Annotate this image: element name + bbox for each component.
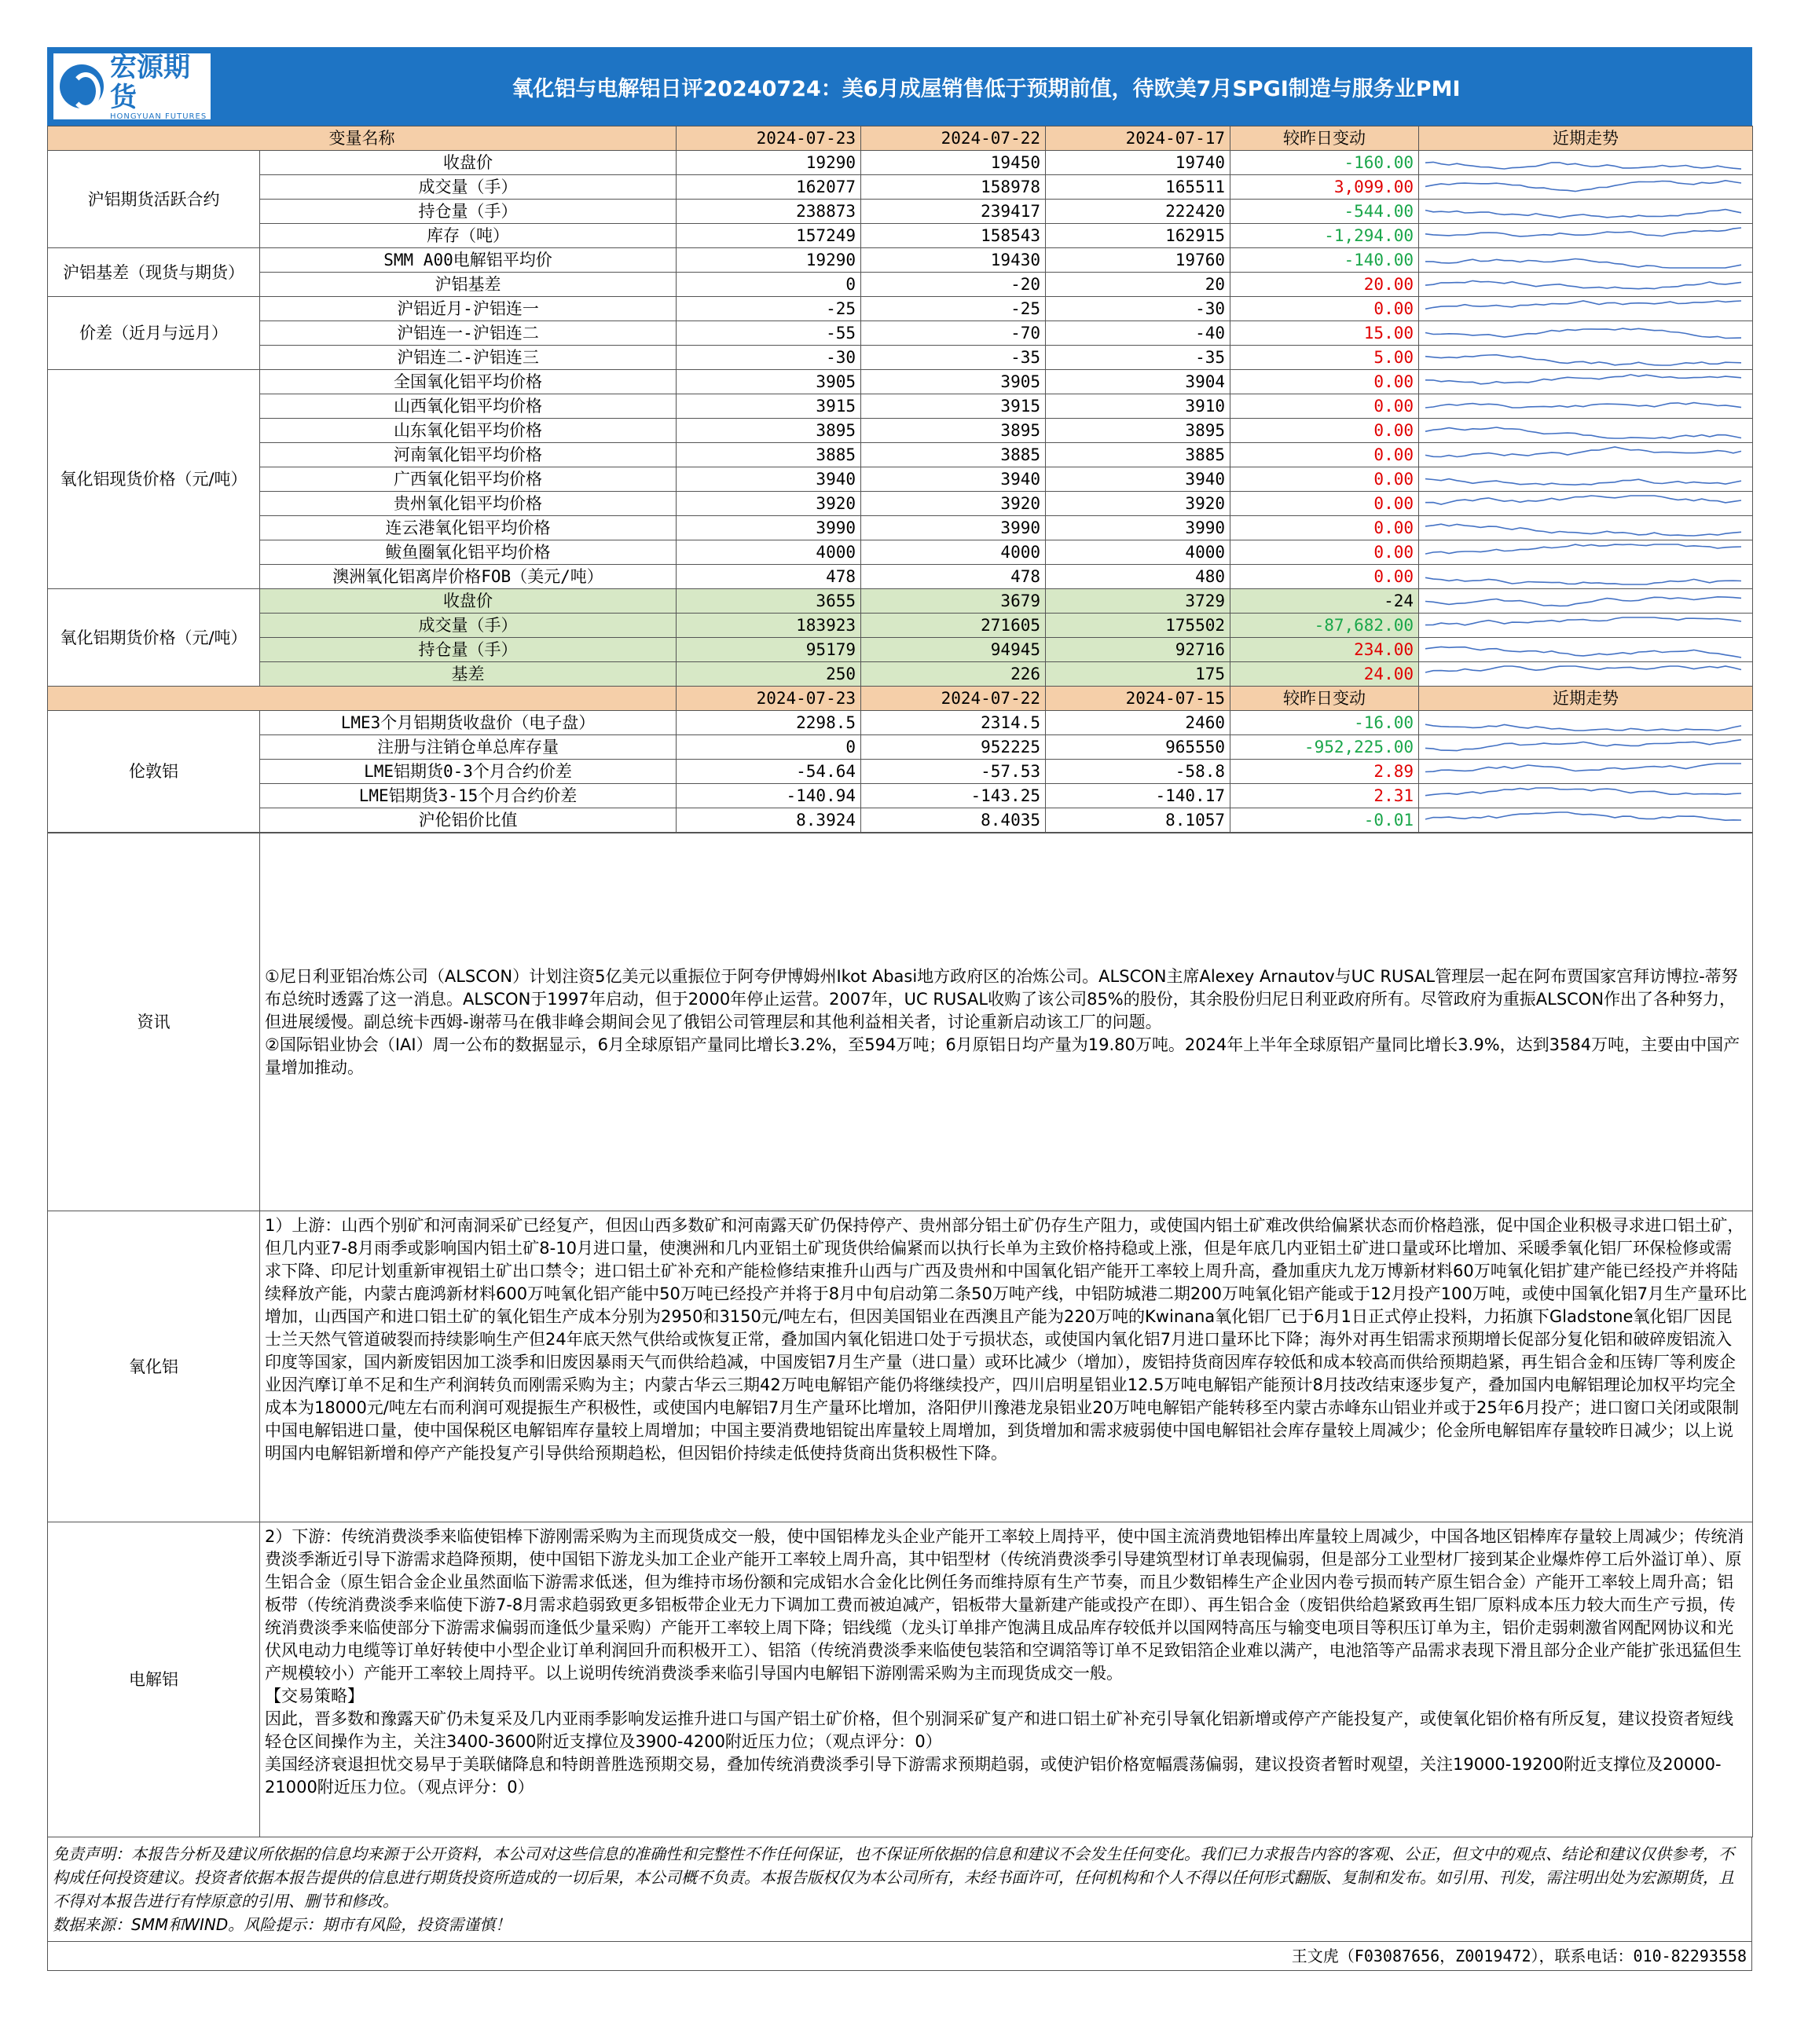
trend-sparkline — [1419, 152, 1747, 174]
trend-sparkline — [1419, 712, 1747, 734]
trend-cell — [1419, 394, 1753, 419]
trend-line — [1425, 496, 1741, 504]
variable-name: 河南氧化铝平均价格 — [260, 443, 677, 467]
trend-sparkline — [1419, 346, 1747, 368]
value-cell: 3895 — [861, 419, 1046, 443]
value-cell: 175502 — [1046, 614, 1230, 638]
alumina-label: 氧化铝 — [48, 1211, 260, 1522]
value-cell: 3895 — [677, 419, 861, 443]
trend-line — [1425, 355, 1741, 365]
trend-line — [1425, 259, 1741, 269]
electrolytic-row — [48, 1522, 1753, 1837]
trend-cell — [1419, 419, 1753, 443]
table-row — [48, 760, 1753, 784]
trend-cell — [1419, 175, 1753, 200]
electrolytic-label: 电解铝 — [48, 1522, 260, 1837]
table-row — [48, 443, 1753, 467]
change-cell: 15.00 — [1230, 321, 1419, 346]
value-cell: -140.94 — [677, 784, 861, 808]
value-cell: 3940 — [1046, 467, 1230, 492]
table-row — [48, 589, 1753, 614]
news-item-1: ①尼日利亚铝冶炼公司（ALSCON）计划注资5亿美元以重振位于阿夸伊博姆州Ikot Abasi地方政府区的冶炼公司。ALSCON主席Alexey Arnautov与UC RUSAL管理层一起在阿布贾国家宫拜访博拉-蒂努布总统时透露了这一消息。ALSCON于1997年启动，但于2000年停止运营。2007年，UC RUSAL收购了该公司85%的股份，其余股份归尼日利亚政府所有。尽管政府为重振ALSCON作出了各种努力，但进展缓慢。副总统卡西姆-谢蒂马在俄非峰会期间会见了俄铝公司管理层和其他利益相关者，讨论重新启动该工厂的问题。 — [265, 966, 1738, 1031]
table-row — [48, 151, 1753, 175]
table-row — [48, 516, 1753, 540]
variable-name: 收盘价 — [260, 151, 677, 175]
value-cell: 19450 — [861, 151, 1046, 175]
table-row — [48, 248, 1753, 273]
trend-line — [1425, 375, 1741, 384]
value-cell: 165511 — [1046, 175, 1230, 200]
change-cell: -87,682.00 — [1230, 614, 1419, 638]
logo-name-cn: 宏源期货 — [110, 51, 190, 113]
variable-name: 广西氧化铝平均价格 — [260, 467, 677, 492]
trend-cell — [1419, 711, 1753, 735]
variable-name: 沪铝基差 — [260, 273, 677, 297]
value-cell: 0 — [677, 735, 861, 760]
trend-sparkline — [1419, 322, 1747, 344]
value-cell: 222420 — [1046, 200, 1230, 224]
strategy-alumina: 因此，晋多数和豫露天矿仍未复采及几内亚雨季影响发运推升进口与国产铝土矿价格，但个别洞采矿复产和进口铝土矿补充引导氧化铝新增或停产产能投复产，或使氧化铝价格有所反复，建议投资者短线轻仓区间操作为主，关注3400-3600附近支撑位及3900-4200附近压力位；（观点评分：0） — [265, 1709, 1733, 1751]
trend-line — [1425, 544, 1741, 554]
trend-sparkline — [1419, 395, 1747, 417]
col-trend: 近期走势 — [1419, 687, 1753, 711]
trend-sparkline — [1419, 566, 1747, 588]
trend-line — [1425, 479, 1741, 485]
table-row — [48, 492, 1753, 516]
strategy-title: 【交易策略】 — [265, 1687, 364, 1705]
text-table — [47, 833, 1753, 1837]
table-row — [48, 808, 1753, 833]
value-cell: 3920 — [1046, 492, 1230, 516]
value-cell: 3915 — [861, 394, 1046, 419]
value-cell: -55 — [677, 321, 861, 346]
trend-cell — [1419, 346, 1753, 370]
report-title: 氧化铝与电解铝日评20240724：美6月成屋销售低于预期前值，待欧美7月SPGI制造与服务业PMI — [512, 76, 1461, 101]
value-cell: 3655 — [677, 589, 861, 614]
news-label: 资讯 — [48, 833, 260, 1211]
trend-sparkline — [1419, 249, 1747, 271]
value-cell: 965550 — [1046, 735, 1230, 760]
value-cell: 3905 — [677, 370, 861, 394]
table-row — [48, 321, 1753, 346]
strategy-aluminum: 美国经济衰退担忧交易早于美联储降息和特朗普胜选预期交易，叠加传统消费淡季引导下游需求预期趋弱，或使沪铝价格宽幅震荡偏弱，建议投资者暂时观望，关注19000-19200附近支撑位及20000-21000附近压力位。（观点评分：0） — [265, 1755, 1722, 1797]
value-cell: 162915 — [1046, 224, 1230, 248]
trend-line — [1425, 764, 1741, 772]
variable-name: 基差 — [260, 662, 677, 687]
trend-sparkline — [1419, 663, 1747, 685]
table-row — [48, 784, 1753, 808]
trend-line — [1425, 280, 1741, 288]
col-change: 较昨日变动 — [1230, 687, 1419, 711]
variable-name: 沪铝连二-沪铝连三 — [260, 346, 677, 370]
variable-name: 连云港氧化铝平均价格 — [260, 516, 677, 540]
variable-name: 库存（吨） — [260, 224, 677, 248]
change-cell: 0.00 — [1230, 297, 1419, 321]
value-cell: 3920 — [861, 492, 1046, 516]
trend-line — [1425, 328, 1741, 338]
table-row — [48, 394, 1753, 419]
value-cell: 183923 — [677, 614, 861, 638]
report-sheet — [47, 47, 1752, 1971]
trend-sparkline — [1419, 785, 1747, 807]
variable-name: 山西氧化铝平均价格 — [260, 394, 677, 419]
value-cell: 250 — [677, 662, 861, 687]
trend-line — [1425, 301, 1741, 309]
trend-line — [1425, 427, 1741, 438]
table-row — [48, 224, 1753, 248]
group-label: 氧化铝现货价格（元/吨） — [48, 370, 260, 589]
value-cell: -140.17 — [1046, 784, 1230, 808]
value-cell: 158978 — [861, 175, 1046, 200]
value-cell: 3885 — [861, 443, 1046, 467]
trend-line — [1425, 403, 1741, 408]
value-cell: 4000 — [861, 540, 1046, 565]
data-table — [47, 126, 1753, 833]
value-cell: 3910 — [1046, 394, 1230, 419]
variable-name: 注册与注销仓单总库存量 — [260, 735, 677, 760]
value-cell: -30 — [677, 346, 861, 370]
trend-cell — [1419, 638, 1753, 662]
variable-name: 持仓量（手） — [260, 638, 677, 662]
change-cell: -16.00 — [1230, 711, 1419, 735]
value-cell: -58.8 — [1046, 760, 1230, 784]
trend-sparkline — [1419, 225, 1747, 247]
trend-line — [1425, 181, 1741, 192]
change-cell: -952,225.00 — [1230, 735, 1419, 760]
change-cell: 0.00 — [1230, 370, 1419, 394]
trend-sparkline — [1419, 419, 1747, 441]
trend-cell — [1419, 540, 1753, 565]
col-change: 较昨日变动 — [1230, 126, 1419, 151]
trend-sparkline — [1419, 639, 1747, 661]
trend-line — [1425, 524, 1741, 536]
alumina-row — [48, 1211, 1753, 1522]
value-cell: 478 — [861, 565, 1046, 589]
trend-cell — [1419, 443, 1753, 467]
trend-line — [1425, 162, 1741, 169]
change-cell: -24 — [1230, 589, 1419, 614]
value-cell: 19430 — [861, 248, 1046, 273]
trend-sparkline — [1419, 468, 1747, 490]
trend-cell — [1419, 784, 1753, 808]
value-cell: 157249 — [677, 224, 861, 248]
company-logo — [53, 53, 211, 119]
value-cell: 8.3924 — [677, 808, 861, 833]
value-cell: 3895 — [1046, 419, 1230, 443]
table-row — [48, 273, 1753, 297]
trend-sparkline — [1419, 493, 1747, 515]
trend-cell — [1419, 151, 1753, 175]
variable-name: 山东氧化铝平均价格 — [260, 419, 677, 443]
trend-sparkline — [1419, 273, 1747, 295]
value-cell: 226 — [861, 662, 1046, 687]
group-label: 氧化铝期货价格（元/吨） — [48, 589, 260, 687]
trend-cell — [1419, 297, 1753, 321]
table-row — [48, 297, 1753, 321]
table-row — [48, 540, 1753, 565]
variable-name: 收盘价 — [260, 589, 677, 614]
col-trend: 近期走势 — [1419, 126, 1753, 151]
variable-name: 全国氧化铝平均价格 — [260, 370, 677, 394]
table-row — [48, 346, 1753, 370]
group-label: 沪铝期货活跃合约 — [48, 151, 260, 248]
trend-line — [1425, 724, 1741, 731]
col-date: 2024-07-15 — [1046, 687, 1230, 711]
value-cell: 19290 — [677, 248, 861, 273]
trend-sparkline — [1419, 809, 1747, 831]
value-cell: -20 — [861, 273, 1046, 297]
value-cell: -57.53 — [861, 760, 1046, 784]
table-row — [48, 175, 1753, 200]
value-cell: 3920 — [677, 492, 861, 516]
table-row — [48, 370, 1753, 394]
trend-cell — [1419, 370, 1753, 394]
news-item-2: ②国际铝业协会（IAI）周一公布的数据显示，6月全球原铝产量同比增长3.2%，至594万吨；6月原铝日均产量为19.80万吨。2024年上半年全球原铝产量同比增长3.9%，达到3584万吨，主要由中国产量增加推动。 — [265, 1035, 1740, 1077]
change-cell: -544.00 — [1230, 200, 1419, 224]
trend-cell — [1419, 614, 1753, 638]
trend-line — [1425, 577, 1741, 584]
col-date: 2024-07-22 — [861, 687, 1046, 711]
table-row — [48, 735, 1753, 760]
value-cell: 3885 — [677, 443, 861, 467]
trend-sparkline — [1419, 444, 1747, 466]
change-cell: -160.00 — [1230, 151, 1419, 175]
trend-line — [1425, 666, 1741, 672]
change-cell: 0.00 — [1230, 419, 1419, 443]
logo-name-en: HONGYUAN FUTURES — [110, 112, 207, 121]
trend-cell — [1419, 467, 1753, 492]
trend-sparkline — [1419, 736, 1747, 758]
variable-name: 成交量（手） — [260, 614, 677, 638]
disclaimer-text: 免责声明：本报告分析及建议所依据的信息均来源于公开资料，本公司对这些信息的准确性和完整性不作任何保证，也不保证所依据的信息和建议不会发生任何变化。我们已力求报告内容的客观、公正，但文中的观点、结论和建议仅供参考，不构成任何投资建议。投资者依据本报告提供的信息进行期货投资所造成的一切后果，本公司概不负责。本报告版权仅为本公司所有，未经书面许可，任何机构和个人不得以任何形式翻版、复制和发布。如引用、刊发，需注明出处为宏源期货，且不得对本报告进行有悖原意的引用、删节和修改。 — [53, 1844, 1734, 1910]
variable-name: 持仓量（手） — [260, 200, 677, 224]
table-row — [48, 638, 1753, 662]
variable-name: LME铝期货0-3个月合约价差 — [260, 760, 677, 784]
value-cell: 19290 — [677, 151, 861, 175]
trend-cell — [1419, 273, 1753, 297]
change-cell: -1,294.00 — [1230, 224, 1419, 248]
value-cell: -25 — [861, 297, 1046, 321]
table-header-row — [48, 687, 1753, 711]
value-cell: 3940 — [861, 467, 1046, 492]
variable-name: 沪铝连一-沪铝连二 — [260, 321, 677, 346]
trend-sparkline — [1419, 760, 1747, 782]
value-cell: -35 — [1046, 346, 1230, 370]
group-label: 沪铝基差（现货与期货） — [48, 248, 260, 297]
trend-line — [1425, 788, 1741, 796]
trend-cell — [1419, 735, 1753, 760]
trend-line — [1425, 740, 1741, 751]
col-date: 2024-07-17 — [1046, 126, 1230, 151]
report-header — [47, 47, 1752, 126]
news-row — [48, 833, 1753, 1211]
value-cell: 3904 — [1046, 370, 1230, 394]
value-cell: 239417 — [861, 200, 1046, 224]
change-cell: 0.00 — [1230, 394, 1419, 419]
change-cell: 234.00 — [1230, 638, 1419, 662]
value-cell: 2460 — [1046, 711, 1230, 735]
value-cell: 3729 — [1046, 589, 1230, 614]
trend-cell — [1419, 248, 1753, 273]
change-cell: 0.00 — [1230, 492, 1419, 516]
trend-sparkline — [1419, 614, 1747, 636]
electrolytic-text: 2）下游：传统消费淡季来临使铝棒下游刚需采购为主而现货成交一般，使中国铝棒龙头企业产能开工率较上周持平，使中国主流消费地铝棒出库量较上周减少，中国各地区铝棒库存量较上周减少；传统消费淡季渐近引导下游需求趋降预期，使中国铝下游龙头加工企业产能开工率较上周升高，其中铝型材（传统消费淡季引导建筑型材订单表现偏弱，但是部分工业型材厂接到某企业爆炸停工后外溢订单）、原生铝合金（原生铝合金企业虽然面临下游需求低迷，但为维持市场份额和完成铝水合金化比例任务而维持原有生产节奏，而且少数铝棒生产企业因内卷亏损而转产原生铝合金）产能开工率较上周升高；铝板带（传统消费淡季来临使下游7-8月需求趋弱致更多铝板带企业无力下调加工费而被迫减产，铝板带大量新建产能或投产在即）、再生铝合金（废铝供给趋紧致再生铝厂原料成本压力较大而生产亏损，传统消费淡季来临使部分下游需求偏弱而逢低少量采购）产能开工率较上周下降；铝线缆（龙头订单排产饱满且成品库存较低并以国网特高压与输变电项目等积压订单为主，铝价走弱刺激省网配网协议和光伏风电动力电缆等订单好转使中小型企业订单利润回升而积极开工）、铝箔（传统消费淡季来临使包装箔和空调箔等订单不足致铝箔企业难以满产，电池箔等产品需求表现下滑且部分企业产能扩张迅猛但生产规模较小）产能开工率较上周持平。以上说明传统消费淡季来临引导国内电解铝下游刚需采购为主而现货成交一般。 — [265, 1527, 1744, 1683]
trend-cell — [1419, 321, 1753, 346]
trend-sparkline — [1419, 200, 1747, 222]
trend-line — [1425, 617, 1741, 625]
change-cell: 0.00 — [1230, 540, 1419, 565]
table-header-row — [48, 126, 1753, 151]
news-content — [260, 833, 1753, 1211]
variable-name: LME铝期货3-15个月合约价差 — [260, 784, 677, 808]
value-cell: 2314.5 — [861, 711, 1046, 735]
value-cell: 3915 — [677, 394, 861, 419]
table-row — [48, 200, 1753, 224]
variable-name: 沪伦铝价比值 — [260, 808, 677, 833]
value-cell: 271605 — [861, 614, 1046, 638]
value-cell: 175 — [1046, 662, 1230, 687]
change-cell: -140.00 — [1230, 248, 1419, 273]
value-cell: 3990 — [861, 516, 1046, 540]
value-cell: -54.64 — [677, 760, 861, 784]
variable-name: 鲅鱼圈氧化铝平均价格 — [260, 540, 677, 565]
value-cell: 3905 — [861, 370, 1046, 394]
change-cell: 2.89 — [1230, 760, 1419, 784]
change-cell: 5.00 — [1230, 346, 1419, 370]
col-date: 2024-07-23 — [677, 687, 861, 711]
value-cell: 92716 — [1046, 638, 1230, 662]
change-cell: 0.00 — [1230, 443, 1419, 467]
alumina-analysis — [260, 1211, 1753, 1522]
trend-sparkline — [1419, 176, 1747, 198]
variable-name: 贵州氧化铝平均价格 — [260, 492, 677, 516]
col-date: 2024-07-23 — [677, 126, 861, 151]
change-cell: 0.00 — [1230, 516, 1419, 540]
trend-line — [1425, 812, 1741, 820]
change-cell: 3,099.00 — [1230, 175, 1419, 200]
alumina-text: 1）上游：山西个别矿和河南洞采矿已经复产，但因山西多数矿和河南露天矿仍保持停产、贵州部分铝土矿仍存生产阻力，或使国内铝土矿难改供给偏紧状态而价格趋涨，促中国企业积极寻求进口铝土矿，但几内亚7-8月雨季或影响国内铝土矿8-10月进口量，使澳洲和几内亚铝土矿现货供给偏紧而以执行长单为主致价格持稳或上涨，但是年底几内亚铝土矿进口量或环比增加、采暖季氧化铝厂环保检修或需求下降、印尼计划重新审视铝土矿出口禁令；进口铝土矿补充和产能检修结束推升山西与广西及贵州和中国氧化铝产能开工率较上周升高，叠加重庆九龙万博新材料60万吨氧化铝扩建产能已经投产并将陆续释放产能，内蒙古鹿鸿新材料600万吨氧化铝产能中50万吨已经投产并将于8月中旬启动第二条50万吨产线，中铝防城港二期200万吨氧化铝产能或于12月投产100万吨，或使中国氧化铝7月生产量环比增加，山西国产和进口铝土矿的氧化铝生产成本分别为2950和3150元/吨左右，但因美国铝业在西澳且产能为220万吨的Kwinana氧化铝厂已于6月1日正式停止投料，力拓旗下Gladstone氧化铝厂因昆士兰天然气管道破裂而持续影响生产但24年底天然气供给或恢复正常，叠加国内氧化铝进口处于亏损状态，或使国内氧化铝7月进口量环比下降；海外对再生铝需求预期增长促部分复化铝和破碎废铝流入印度等国家，国内新废铝因加工淡季和旧废因暴雨天气而供给趋减，中国废铝7月生产量（进口量）或环比减少（增加），废铝持货商因库存较低和成本较高而供给预期趋紧，再生铝合金和压铸厂等利废企业因汽摩订单不足和生产利润转负而刚需采购为主；内蒙古华云三期42万吨电解铝产能仍将继续投产，四川启明星铝业12.5万吨电解铝产能预计8月技改结束逐步复产，叠加国内电解铝理论加权平均完全成本为18000元/吨左右而利润可观提振生产积极性，或使国内电解铝7月生产量环比增加，洛阳伊川豫港龙泉铝业20万吨电解铝产能转移至内蒙古赤峰东山铝业并或于25年6月投产；进口窗口关闭或限制中国电解铝进口量，使中国保税区电解铝库存量较上周增加；中国主要消费地铝锭出库量较上周增加，到货增加和需求疲弱使中国电解铝社会库存量较上周减少；伦金所电解铝库存量较昨日减少；以上说明国内电解铝新增和停产产能投复产引导供给预期趋松，但因铝价持续走低使持货商出货积极性下降。 — [265, 1216, 1747, 1463]
trend-cell — [1419, 760, 1753, 784]
trend-sparkline — [1419, 298, 1747, 320]
col-date: 2024-07-22 — [861, 126, 1046, 151]
trend-sparkline — [1419, 590, 1747, 612]
variable-name: LME3个月铝期货收盘价（电子盘） — [260, 711, 677, 735]
variable-name: 成交量（手） — [260, 175, 677, 200]
data-source-text: 数据来源：SMM和WIND。风险提示：期市有风险，投资需谨慎！ — [53, 1915, 512, 1934]
value-cell: 158543 — [861, 224, 1046, 248]
value-cell: 3990 — [1046, 516, 1230, 540]
value-cell: 162077 — [677, 175, 861, 200]
disclaimer — [47, 1837, 1752, 1942]
value-cell: 19740 — [1046, 151, 1230, 175]
table-row — [48, 467, 1753, 492]
trend-sparkline — [1419, 541, 1747, 563]
value-cell: 20 — [1046, 273, 1230, 297]
value-cell: -143.25 — [861, 784, 1046, 808]
trend-sparkline — [1419, 517, 1747, 539]
change-cell: 20.00 — [1230, 273, 1419, 297]
value-cell: 3990 — [677, 516, 861, 540]
value-cell: 3679 — [861, 589, 1046, 614]
change-cell: 0.00 — [1230, 565, 1419, 589]
table-row — [48, 565, 1753, 589]
trend-line — [1425, 447, 1741, 457]
trend-sparkline — [1419, 371, 1747, 393]
value-cell: 94945 — [861, 638, 1046, 662]
trend-line — [1425, 228, 1741, 236]
trend-cell — [1419, 200, 1753, 224]
group-label: 伦敦铝 — [48, 711, 260, 833]
col-variable-name: 变量名称 — [48, 126, 677, 151]
logo-mark-icon — [60, 64, 104, 108]
trend-cell — [1419, 224, 1753, 248]
change-cell: 24.00 — [1230, 662, 1419, 687]
trend-cell — [1419, 565, 1753, 589]
group-label: 价差（近月与远月） — [48, 297, 260, 370]
table-row — [48, 711, 1753, 735]
change-cell: -0.01 — [1230, 808, 1419, 833]
value-cell: 952225 — [861, 735, 1046, 760]
table-row — [48, 614, 1753, 638]
value-cell: 95179 — [677, 638, 861, 662]
value-cell: 3940 — [677, 467, 861, 492]
trend-cell — [1419, 492, 1753, 516]
value-cell: 8.4035 — [861, 808, 1046, 833]
value-cell: 3885 — [1046, 443, 1230, 467]
trend-cell — [1419, 808, 1753, 833]
change-cell: 0.00 — [1230, 467, 1419, 492]
trend-line — [1425, 210, 1741, 218]
col-blank — [48, 687, 677, 711]
trend-cell — [1419, 516, 1753, 540]
value-cell: 4000 — [1046, 540, 1230, 565]
trend-cell — [1419, 662, 1753, 687]
analyst-contact: 王文虎（F03087656，Z0019472），联系电话：010-82293558 — [47, 1942, 1752, 1971]
table-row — [48, 419, 1753, 443]
value-cell: 8.1057 — [1046, 808, 1230, 833]
electrolytic-analysis — [260, 1522, 1753, 1837]
value-cell: 478 — [677, 565, 861, 589]
value-cell: 480 — [1046, 565, 1230, 589]
value-cell: -35 — [861, 346, 1046, 370]
trend-line — [1425, 597, 1741, 606]
value-cell: -70 — [861, 321, 1046, 346]
variable-name: SMM A00电解铝平均价 — [260, 248, 677, 273]
trend-line — [1425, 647, 1741, 658]
trend-cell — [1419, 589, 1753, 614]
value-cell: 238873 — [677, 200, 861, 224]
table-row — [48, 662, 1753, 687]
value-cell: 4000 — [677, 540, 861, 565]
value-cell: -25 — [677, 297, 861, 321]
variable-name: 澳洲氧化铝离岸价格FOB（美元/吨） — [260, 565, 677, 589]
variable-name: 沪铝近月-沪铝连一 — [260, 297, 677, 321]
change-cell: 2.31 — [1230, 784, 1419, 808]
value-cell: 19760 — [1046, 248, 1230, 273]
value-cell: -30 — [1046, 297, 1230, 321]
value-cell: 0 — [677, 273, 861, 297]
value-cell: -40 — [1046, 321, 1230, 346]
value-cell: 2298.5 — [677, 711, 861, 735]
